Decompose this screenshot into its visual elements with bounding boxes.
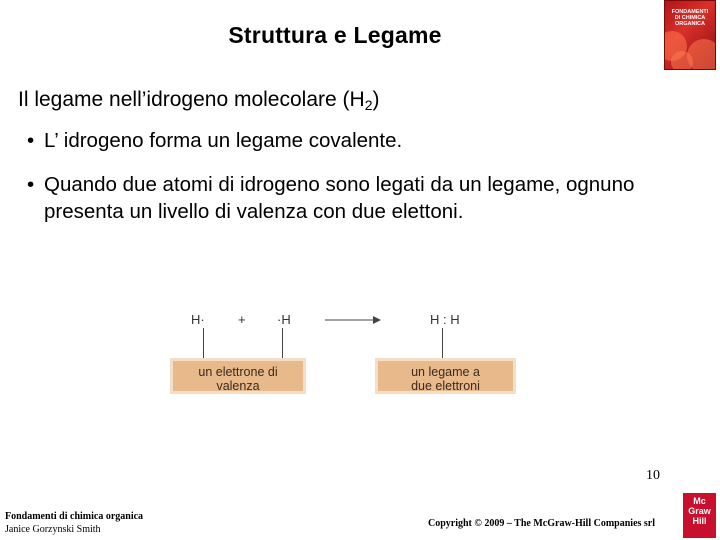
bullet-text: L’ idrogeno forma un legame covalente.: [44, 129, 403, 152]
footer-author: Janice Gorzynski Smith: [5, 524, 101, 535]
bullet-item: [27, 127, 402, 154]
footer-book-title: Fondamenti di chimica organica: [5, 511, 144, 522]
label-box-text: un elettrone di valenza: [198, 365, 278, 393]
hydrogen-atom-left: H·: [191, 312, 205, 327]
hydrogen-molecule: H : H: [430, 312, 460, 327]
label-box-two-electron-bond: [375, 358, 516, 394]
bullet-dot: •: [27, 173, 35, 196]
copyright-notice: Copyright © 2009 – The McGraw-Hill Companies srl: [428, 518, 656, 529]
hydrogen-atom-right: ·H: [277, 312, 291, 327]
publisher-logo: Mc Graw Hill: [683, 493, 716, 538]
slide-title: Struttura e Legame: [228, 22, 442, 48]
page-number: 10: [646, 468, 660, 483]
pointer-line: [282, 328, 283, 360]
bullet-item: [27, 171, 697, 225]
label-box-valence-electron: [170, 358, 306, 394]
bullet-text: Quando due atomi di idrogeno sono legati da un legame, ognuno presenta un livello di valenza con due elettoni.: [44, 173, 635, 223]
bullet-dot: •: [27, 129, 35, 152]
book-cover-text: FONDAMENTI DI CHIMICA ORGANICA: [671, 9, 709, 27]
footer-book-info: [5, 510, 143, 536]
book-cover-image: [664, 0, 716, 70]
label-box-text: un legame a due elettroni: [411, 365, 480, 393]
slide-subtitle: Il legame nell’idrogeno molecolare $(H_2)$: [18, 88, 380, 113]
pointer-line: [442, 328, 443, 358]
reaction-arrow-icon: [323, 314, 383, 326]
pointer-line: [203, 328, 204, 360]
bond-diagram: [165, 300, 545, 400]
plus-sign: +: [238, 312, 246, 327]
